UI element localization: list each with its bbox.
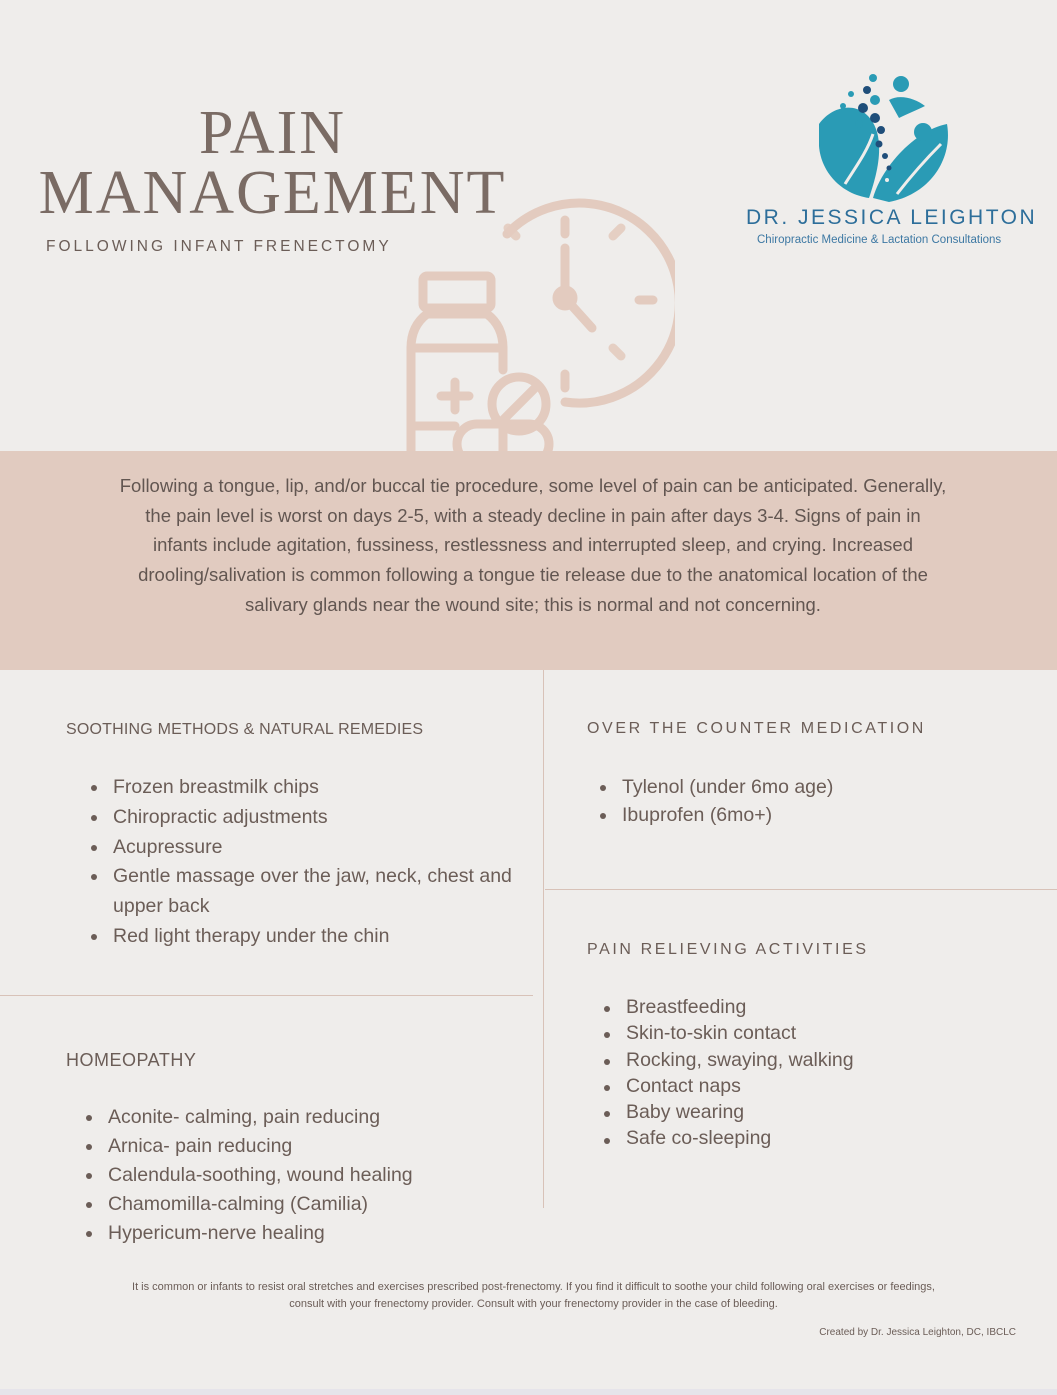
right-section-divider <box>545 889 1057 890</box>
bottom-edge <box>0 1389 1057 1395</box>
tree-of-life-logo-icon <box>815 72 955 202</box>
activities-section-title: PAIN RELIEVING ACTIVITIES <box>587 941 869 958</box>
intro-text: Following a tongue, lip, and/or buccal tie procedure, some level of pain can be anticipated. Generally, the pain level is worst on days 2-5, with a steady decline in pain after days 3-4. Signs of pain in infants include agitation, fussiness, restlessness and interrupted sleep, and crying. Increased drooling/salivation is common following a tongue tie release due to the anatomical location of the salivary glands near the wound site; this is normal and not concerning. <box>119 475 947 615</box>
homeopathy-section-title: HOMEOPATHY <box>66 1050 197 1070</box>
list-item: Acupressure <box>87 833 517 863</box>
column-divider <box>543 670 544 1208</box>
list-item: Safe co-sleeping <box>600 1125 1000 1151</box>
list-item: Baby wearing <box>600 1099 1000 1125</box>
list-item: Hypericum-nerve healing <box>82 1219 512 1248</box>
list-item: Tylenol (under 6mo age) <box>596 773 996 801</box>
list-item: Red light therapy under the chin <box>87 922 517 952</box>
list-item: Ibuprofen (6mo+) <box>596 801 996 829</box>
homeopathy-list <box>82 1103 512 1248</box>
list-item: Skin-to-skin contact <box>600 1020 1000 1046</box>
brand-name: DR. JESSICA LEIGHTON <box>746 206 1038 229</box>
page-title-line1: PAIN <box>199 99 346 167</box>
intro-band <box>0 451 1057 670</box>
activities-list <box>600 994 1000 1152</box>
medicine-bottle-clock-icon <box>395 198 675 468</box>
list-item: Rocking, swaying, walking <box>600 1047 1000 1073</box>
list-item: Aconite- calming, pain reducing <box>82 1103 512 1132</box>
brand-tagline: Chiropractic Medicine & Lactation Consultations <box>757 234 1002 246</box>
list-item: Frozen breastmilk chips <box>87 773 517 803</box>
left-section-divider <box>0 995 533 996</box>
list-item: Breastfeeding <box>600 994 1000 1020</box>
otc-list <box>596 773 996 829</box>
list-item: Gentle massage over the jaw, neck, chest and upper back <box>87 862 517 922</box>
page-subtitle: FOLLOWING INFANT FRENECTOMY <box>46 238 392 255</box>
page-title-line2: MANAGEMENT <box>38 159 507 227</box>
credit-text: Created by Dr. Jessica Leighton, DC, IBCLC <box>819 1327 1016 1338</box>
list-item: Contact naps <box>600 1073 1000 1099</box>
disclaimer-text: It is common or infants to resist oral stretches and exercises prescribed post-frenectomy. If you find it difficult to soothe your child following oral exercises or feedings, consult with your frenectomy provider. Consult with your frenectomy provider in the case of bleeding. <box>132 1281 935 1310</box>
soothing-section-title: SOOTHING METHODS & NATURAL REMEDIES <box>66 721 424 738</box>
list-item: Chiropractic adjustments <box>87 803 517 833</box>
otc-section-title: OVER THE COUNTER MEDICATION <box>587 720 926 737</box>
list-item: Arnica- pain reducing <box>82 1132 512 1161</box>
soothing-list <box>87 773 517 952</box>
list-item: Chamomilla-calming (Camilia) <box>82 1190 512 1219</box>
list-item: Calendula-soothing, wound healing <box>82 1161 512 1190</box>
